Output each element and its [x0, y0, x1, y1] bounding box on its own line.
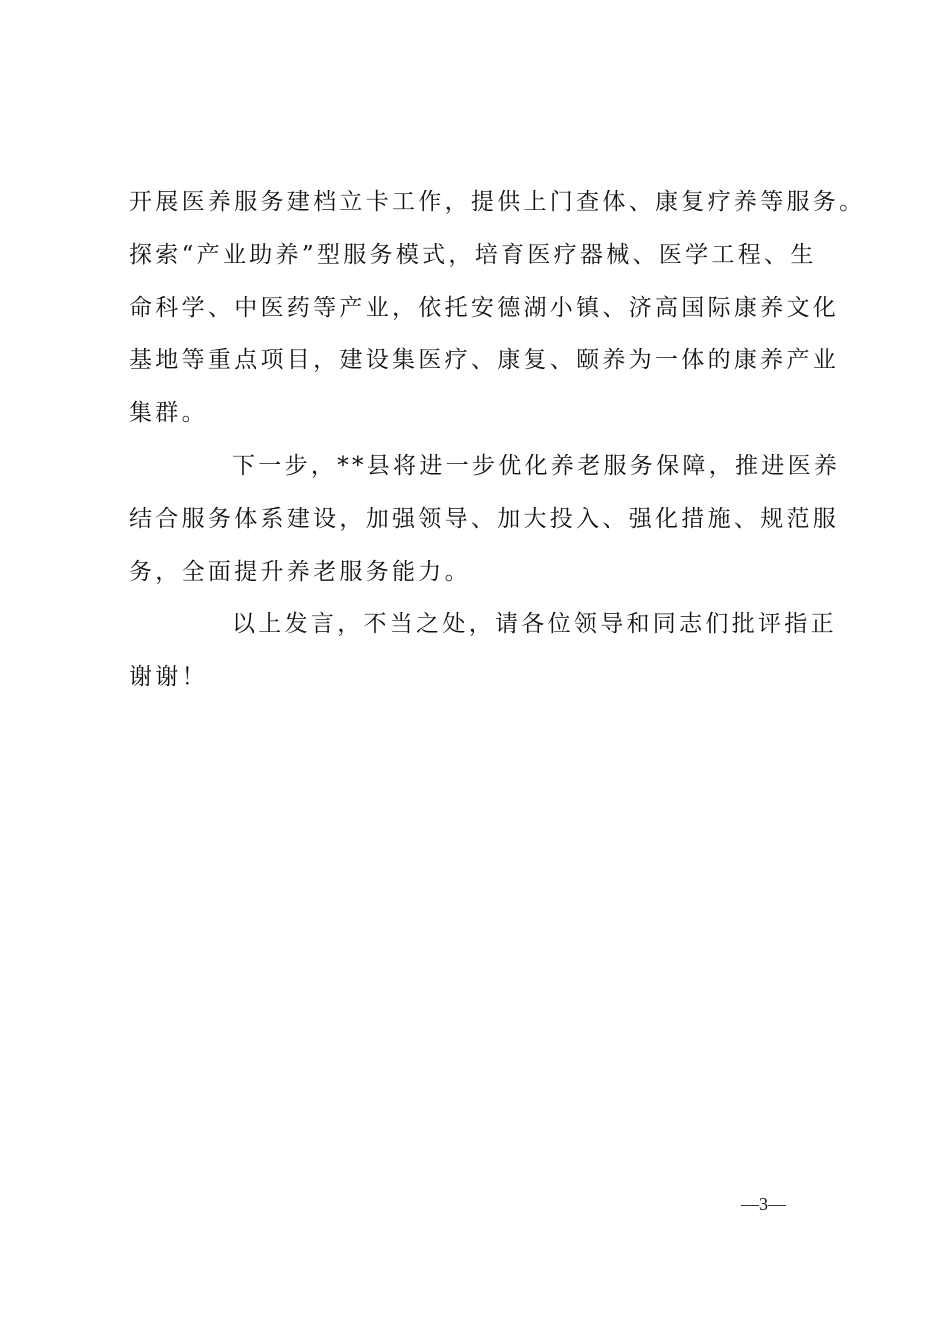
paragraph-line: 务，全面提升养老服务能力。 [129, 558, 471, 585]
paragraph-line: 集群。 [129, 400, 208, 427]
document-body [129, 176, 866, 704]
paragraph-2 [129, 440, 839, 598]
page-number: —3— [741, 1194, 786, 1214]
paragraph-line: 命科学、中医药等产业，依托安德湖小镇、济高国际康养文化 [129, 294, 840, 321]
paragraph-line: 下一步，**县将进一步优化养老服务保障，推进医养 [232, 452, 841, 479]
paragraph-3 [129, 598, 839, 704]
paragraph-1 [129, 176, 866, 440]
paragraph-line: 开展医养服务建档立卡工作，提供上门查体、康复疗养等服务。 [129, 189, 866, 215]
paragraph-line: 结合服务体系建设，加强领导、加大投入、强化措施、规范服 [129, 505, 840, 532]
paragraph-line: 谢谢！ [129, 664, 208, 691]
paragraph-line: 探索“产业助养”型服务模式，培育医疗器械、医学工程、生 [129, 241, 817, 268]
paragraph-line: 基地等重点项目，建设集医疗、康复、颐养为一体的康养产业 [129, 347, 840, 374]
paragraph-line: 以上发言，不当之处，请各位领导和同志们批评指正 [232, 611, 837, 638]
